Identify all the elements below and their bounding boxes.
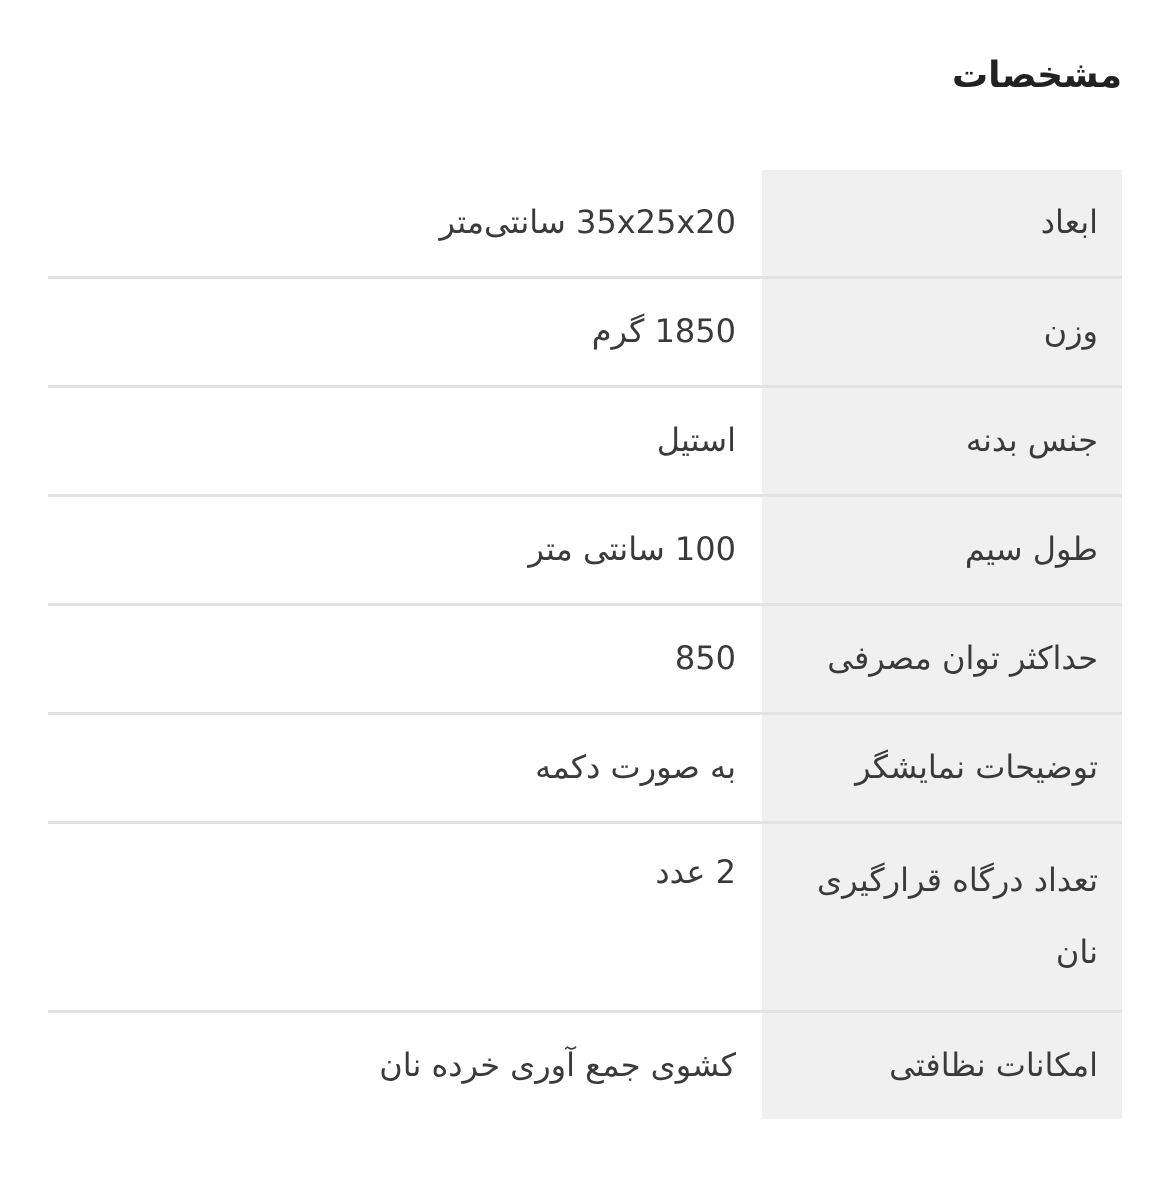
spec-row-body-material (48, 388, 1122, 497)
spec-label: ابعاد (762, 170, 1122, 276)
spec-value: 2 عدد (655, 853, 736, 891)
section-title: مشخصات (951, 55, 1122, 96)
spec-row-weight (48, 279, 1122, 388)
spec-row-bread-slots (48, 824, 1122, 1013)
spec-label: طول سیم (762, 497, 1122, 603)
spec-row-cord-length (48, 497, 1122, 606)
spec-value: به صورت دکمه (535, 748, 736, 786)
spec-label: امکانات نظافتی (762, 1013, 1122, 1119)
spec-value: کشوی جمع آوری خرده نان (379, 1046, 736, 1084)
spec-row-dimensions (48, 170, 1122, 279)
spec-value: 850 (674, 639, 736, 677)
spec-value: 35x25x20 سانتی‌متر (439, 203, 736, 241)
spec-value: 1850 گرم (591, 312, 736, 350)
spec-value: استیل (656, 421, 736, 459)
spec-label: وزن (762, 279, 1122, 385)
spec-label: حداکثر توان مصرفی (762, 606, 1122, 712)
spec-row-display (48, 715, 1122, 824)
spec-label: تعداد درگاه قرارگیری نان (762, 824, 1122, 1010)
specifications-table (48, 170, 1122, 1119)
spec-value: 100 سانتی متر (528, 530, 736, 568)
spec-label: جنس بدنه (762, 388, 1122, 494)
spec-row-max-power (48, 606, 1122, 715)
spec-label: توضیحات نمایشگر (762, 715, 1122, 821)
spec-row-cleaning-features (48, 1013, 1122, 1119)
